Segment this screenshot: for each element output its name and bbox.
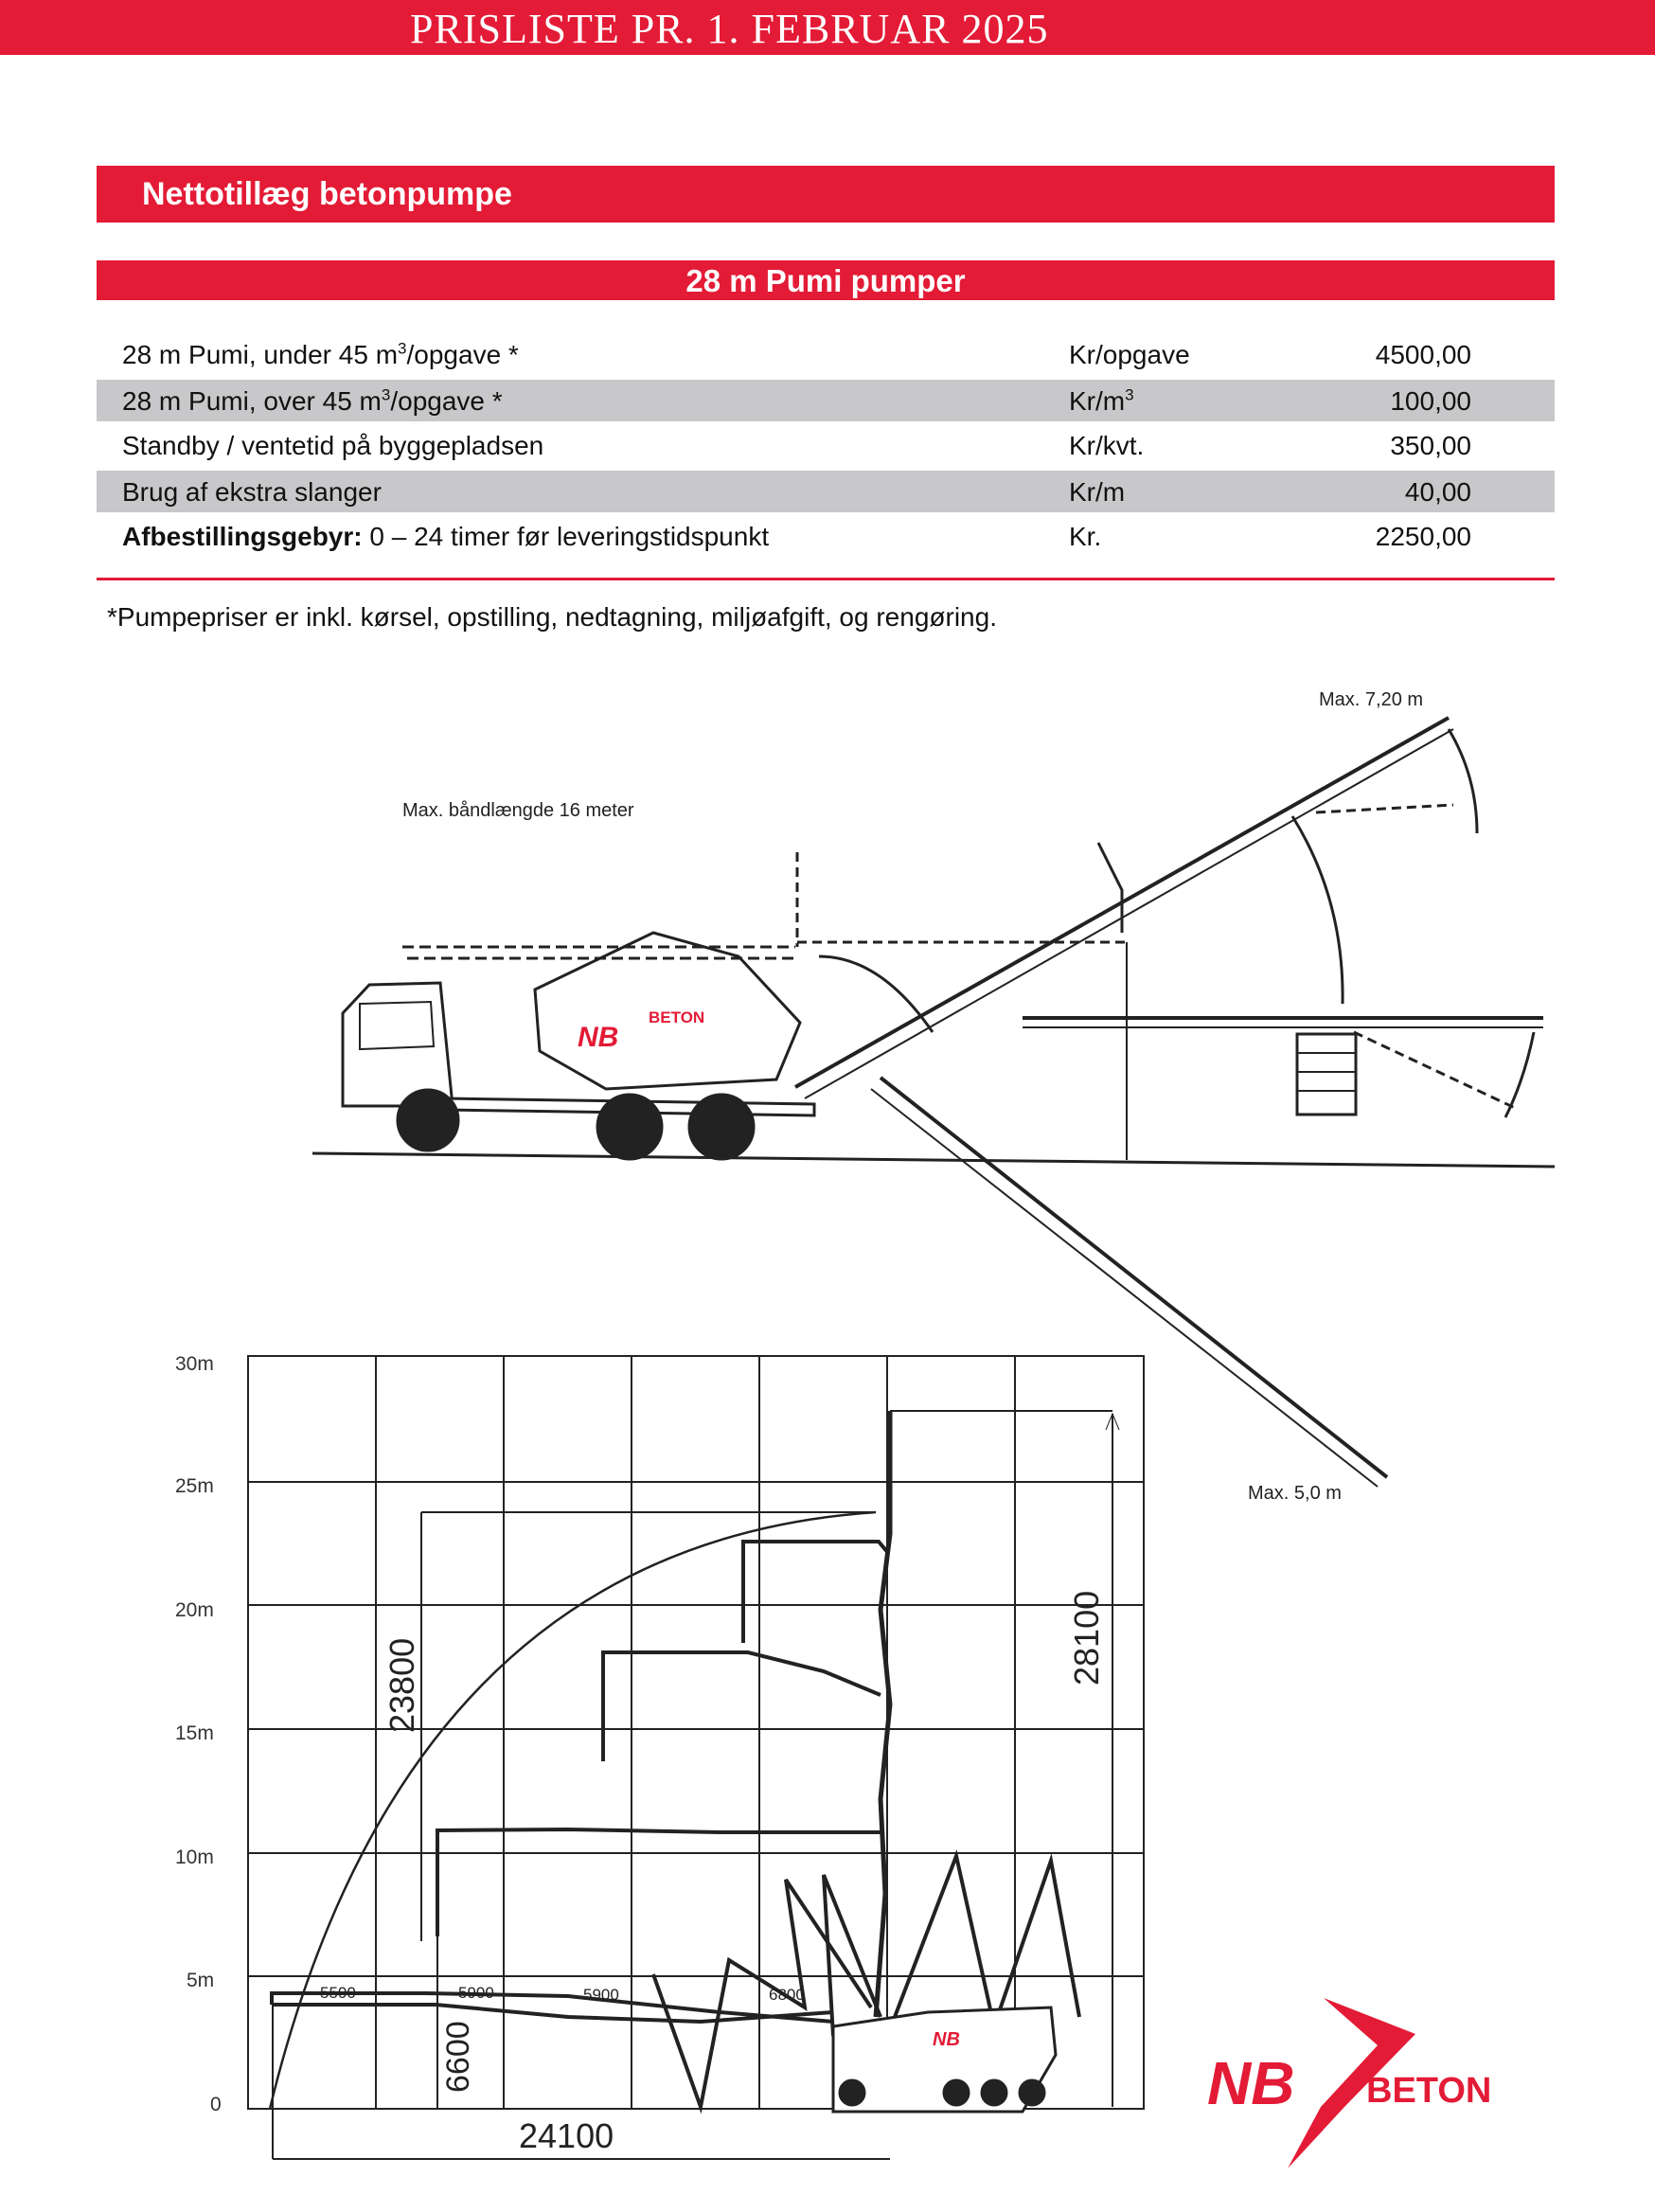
wheel bbox=[398, 1090, 458, 1151]
row-price: 40,00 bbox=[1404, 477, 1471, 507]
label-section: 5900 bbox=[458, 1984, 494, 2002]
brand-logo bbox=[1207, 1998, 1491, 2168]
y-tick: 25m bbox=[175, 1475, 214, 1497]
row-unit: $Kr/m^3$ bbox=[1069, 385, 1134, 416]
label-section: 5900 bbox=[583, 1986, 619, 2004]
row-unit: Kr. bbox=[1069, 522, 1102, 551]
row-description: Brug af ekstra slanger bbox=[122, 477, 382, 507]
small-truck-logo-nb: NB bbox=[933, 2029, 960, 2050]
row-description: Standby / ventetid på byggepladsen bbox=[122, 431, 544, 460]
row-description: Afbestillingsgebyr: 0 – 24 timer før leveringstidspunkt bbox=[122, 522, 770, 551]
row-unit: Kr/m bbox=[1069, 477, 1126, 507]
label-6600: 6600 bbox=[440, 2021, 476, 2093]
boom-down bbox=[881, 1078, 1387, 1477]
row-unit: Kr/kvt. bbox=[1069, 431, 1145, 460]
truck-logo-beton: BETON bbox=[649, 1008, 705, 1026]
row-price: 100,00 bbox=[1390, 386, 1471, 416]
wheel bbox=[597, 1095, 662, 1159]
y-tick: 5m bbox=[187, 1970, 215, 1991]
y-tick: 20m bbox=[175, 1599, 214, 1621]
ground-line bbox=[312, 1153, 1555, 1167]
label-section: 5500 bbox=[320, 1984, 356, 2002]
label-max-down: Max. 5,0 m bbox=[1248, 1483, 1342, 1504]
label-23800: 23800 bbox=[383, 1637, 421, 1733]
brand-beton: BETON bbox=[1366, 2071, 1492, 2111]
y-tick: 0 bbox=[210, 2094, 222, 2115]
subsection-title: 28 m Pumi pumper bbox=[685, 263, 966, 298]
brand-nb: NB bbox=[1207, 2049, 1295, 2117]
label-band-length: Max. båndlængde 16 meter bbox=[402, 800, 634, 821]
footnote: *Pumpepriser er inkl. kørsel, opstilling, nedtagning, miljøafgift, og rengøring. bbox=[107, 602, 997, 632]
truck-logo-nb: NB bbox=[578, 1022, 619, 1053]
wheel bbox=[689, 1095, 754, 1159]
angle-arc bbox=[1292, 816, 1343, 1004]
page-title: PRISLISTE PR. 1. FEBRUAR 2025 bbox=[410, 6, 1049, 52]
label-section: 6800 bbox=[769, 1986, 805, 2004]
label-28100: 28100 bbox=[1067, 1590, 1106, 1686]
y-tick: 10m bbox=[175, 1846, 214, 1868]
label-max-up: Max. 7,20 m bbox=[1319, 689, 1424, 710]
y-tick: 30m bbox=[175, 1353, 214, 1375]
brick-pillar bbox=[1297, 1034, 1356, 1115]
y-tick: 15m bbox=[175, 1722, 214, 1744]
row-description: 28 m Pumi, under 45 $m^3$/opgave * bbox=[122, 339, 519, 369]
row-description: 28 m Pumi, over 45 $m^3$/opgave * bbox=[122, 385, 503, 416]
section-title: Nettotillæg betonpumpe bbox=[142, 176, 512, 212]
row-price: 4500,00 bbox=[1375, 340, 1471, 369]
row-price: 350,00 bbox=[1390, 431, 1471, 460]
row-price: 2250,00 bbox=[1375, 522, 1471, 551]
row-unit: Kr/opgave bbox=[1069, 340, 1190, 369]
label-24100: 24100 bbox=[519, 2116, 614, 2155]
